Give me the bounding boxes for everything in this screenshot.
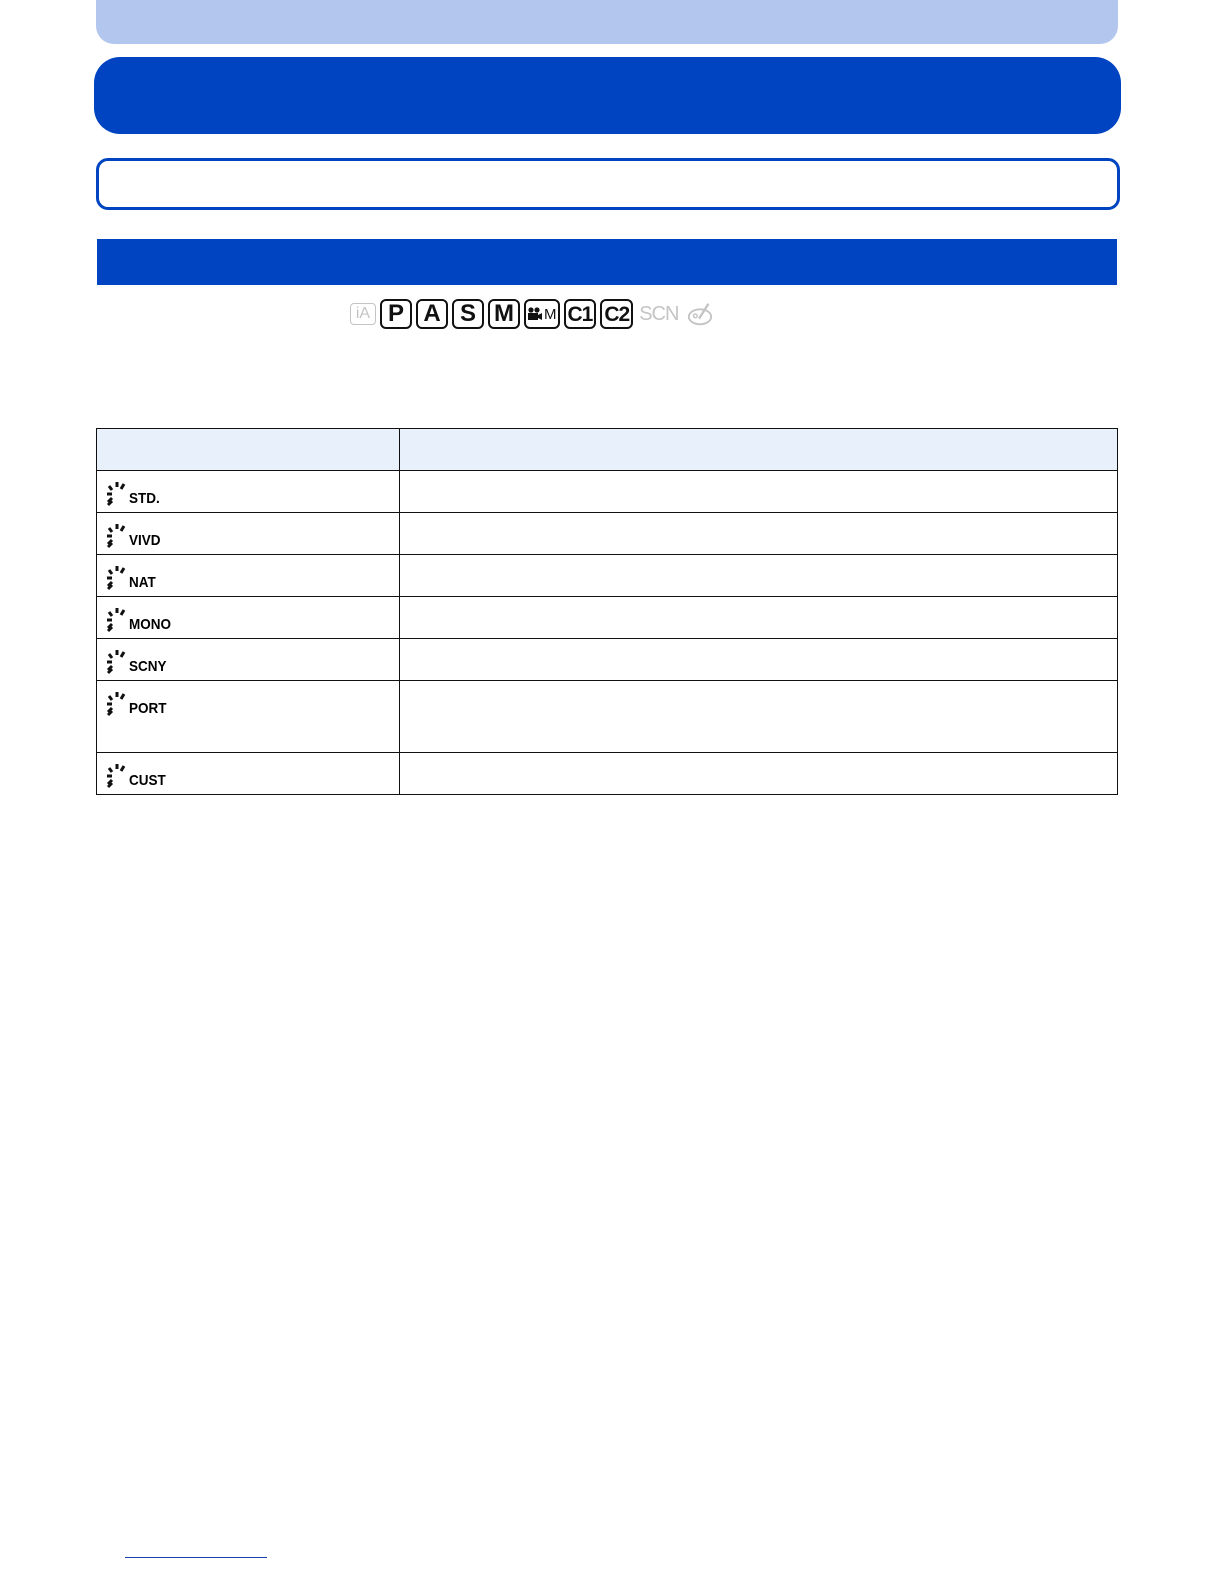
c2-mode-icon: C2 [600, 299, 633, 329]
style-icon-cell [97, 597, 400, 639]
table-row [97, 753, 1118, 795]
style-icon-label: MONO [129, 616, 172, 633]
style-description-cell [400, 681, 1118, 753]
style-icon-label: NAT [129, 574, 156, 591]
style-icon-cell [97, 639, 400, 681]
style-icon-label: PORT [129, 700, 167, 717]
table-row [97, 513, 1118, 555]
style-icon [97, 513, 399, 549]
photo-style-burst-icon [106, 763, 128, 789]
style-description-cell [400, 639, 1118, 681]
ia-icon: iA [350, 303, 376, 325]
style-icon-cell [97, 753, 400, 795]
photo-style-burst-icon [106, 691, 128, 717]
page-title-bar [94, 57, 1121, 134]
palette-brush-icon [686, 301, 714, 327]
style-icon [97, 681, 399, 717]
c1-mode-icon: C1 [564, 299, 597, 329]
style-icon-cell [97, 555, 400, 597]
table-row [97, 639, 1118, 681]
movie-camera-icon [527, 307, 543, 321]
style-icon [97, 753, 399, 789]
style-description-cell [400, 753, 1118, 795]
footer-link[interactable] [125, 1557, 267, 1558]
style-description-cell [400, 471, 1118, 513]
photo-style-burst-icon [106, 649, 128, 675]
table-header-row [97, 429, 1118, 471]
section-heading-bar [97, 239, 1117, 285]
photo-style-burst-icon [106, 523, 128, 549]
p-mode-icon: P [380, 299, 412, 329]
style-icon-cell [97, 513, 400, 555]
applicable-modes-row [350, 297, 716, 331]
table-row [97, 597, 1118, 639]
photo-style-table [96, 428, 1118, 795]
table-row [97, 471, 1118, 513]
table-header-cell [400, 429, 1118, 471]
scn-mode-icon: SCN [639, 303, 679, 325]
photo-style-burst-icon [106, 481, 128, 507]
photo-style-burst-icon [106, 565, 128, 591]
style-description-cell [400, 597, 1118, 639]
style-icon-label: CUST [129, 772, 166, 789]
style-icon-label: VIVD [129, 532, 161, 549]
style-icon [97, 555, 399, 591]
table-row [97, 555, 1118, 597]
style-description-cell [400, 513, 1118, 555]
creative-video-icon: M [524, 299, 560, 329]
subtitle-box [96, 158, 1120, 210]
table-row [97, 681, 1118, 753]
style-icon-cell [97, 471, 400, 513]
table-header-cell [97, 429, 400, 471]
s-mode-icon: S [452, 299, 484, 329]
style-icon-cell [97, 681, 400, 753]
top-navigation-tab[interactable] [96, 0, 1118, 44]
style-icon [97, 471, 399, 507]
style-icon [97, 597, 399, 633]
m-mode-icon: M [488, 299, 520, 329]
style-icon-label: STD. [129, 490, 160, 507]
style-icon [97, 639, 399, 675]
style-icon-label: SCNY [129, 658, 167, 675]
photo-style-burst-icon [106, 607, 128, 633]
creative-control-icon [684, 299, 716, 329]
a-mode-icon: A [416, 299, 448, 329]
style-description-cell [400, 555, 1118, 597]
